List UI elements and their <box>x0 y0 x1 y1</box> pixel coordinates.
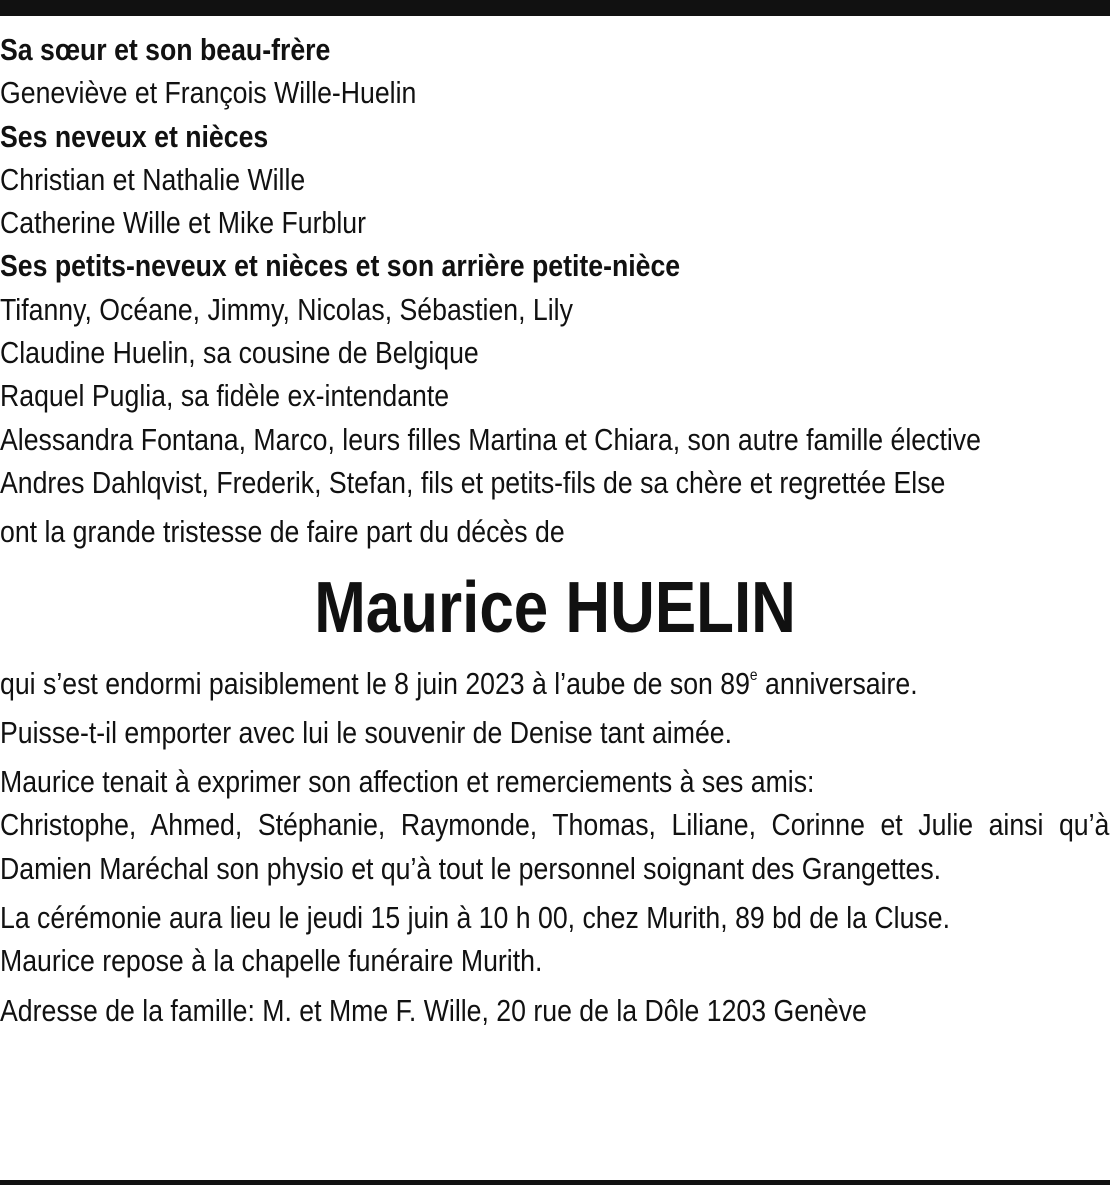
resting-place: Maurice repose à la chapelle funéraire Murith. <box>0 943 543 979</box>
family-address: Adresse de la famille: M. et Mme F. Wille, 20 rue de la Dôle 1203 Genève <box>0 992 867 1028</box>
dahlqvist-family: Andres Dahlqvist, Frederik, Stefan, fils et petits-fils de sa chère et regrettée Else <box>0 464 946 500</box>
family-member: Claudine Huelin, sa cousine de Belgique <box>0 335 479 371</box>
family-member: Raquel Puglia, sa fidèle ex-intendante <box>0 378 450 414</box>
family-member: Tifanny, Océane, Jimmy, Nicolas, Sébastien, Lily <box>0 291 573 327</box>
elective-family: Alessandra Fontana, Marco, leurs filles Martina et Chiara, son autre famille élective <box>0 421 981 457</box>
family-member: Catherine Wille et Mike Furblur <box>0 205 366 241</box>
ceremony: La cérémonie aura lieu le jeudi 15 juin à 10 h 00, chez Murith, 89 bd de la Cluse. <box>0 900 950 936</box>
deceased-name-text: Maurice HUELIN <box>314 567 796 648</box>
announcement: ont la grande tristesse de faire part du décès de <box>0 514 565 550</box>
family-heading-sister: Sa sœur et son beau-frère <box>0 32 331 67</box>
top-rule <box>0 0 1110 16</box>
death-statement-end: anniversaire. <box>757 665 918 701</box>
bottom-rule <box>0 1180 1110 1185</box>
death-statement <box>0 662 1109 705</box>
thanks-intro: Maurice tenait à exprimer son affection et remerciements à ses amis: <box>0 764 815 800</box>
wish: Puisse-t-il emporter avec lui le souvenir de Denise tant aimée. <box>0 714 733 750</box>
deceased-name <box>0 554 1110 662</box>
death-statement-start: qui s’est endormi paisiblement le 8 juin 2023 à l’aube de son 89 <box>0 665 750 701</box>
death-notice <box>0 28 1110 1032</box>
ordinal-suffix: e <box>749 666 758 684</box>
family-member: Christian et Nathalie Wille <box>0 161 306 197</box>
thanks-body: Christophe, Ahmed, Stéphanie, Raymonde, Thomas, Liliane, Corinne et Julie ainsi qu’à Damien Maréchal son physio et qu’à tout le personnel soignant des Grangettes. <box>0 807 1110 886</box>
family-heading-grandnephews: Ses petits-neveux et nièces et son arrière petite-nièce <box>0 248 681 284</box>
family-heading-nephews: Ses neveux et nièces <box>0 118 269 154</box>
family-member: Geneviève et François Wille-Huelin <box>0 75 417 111</box>
